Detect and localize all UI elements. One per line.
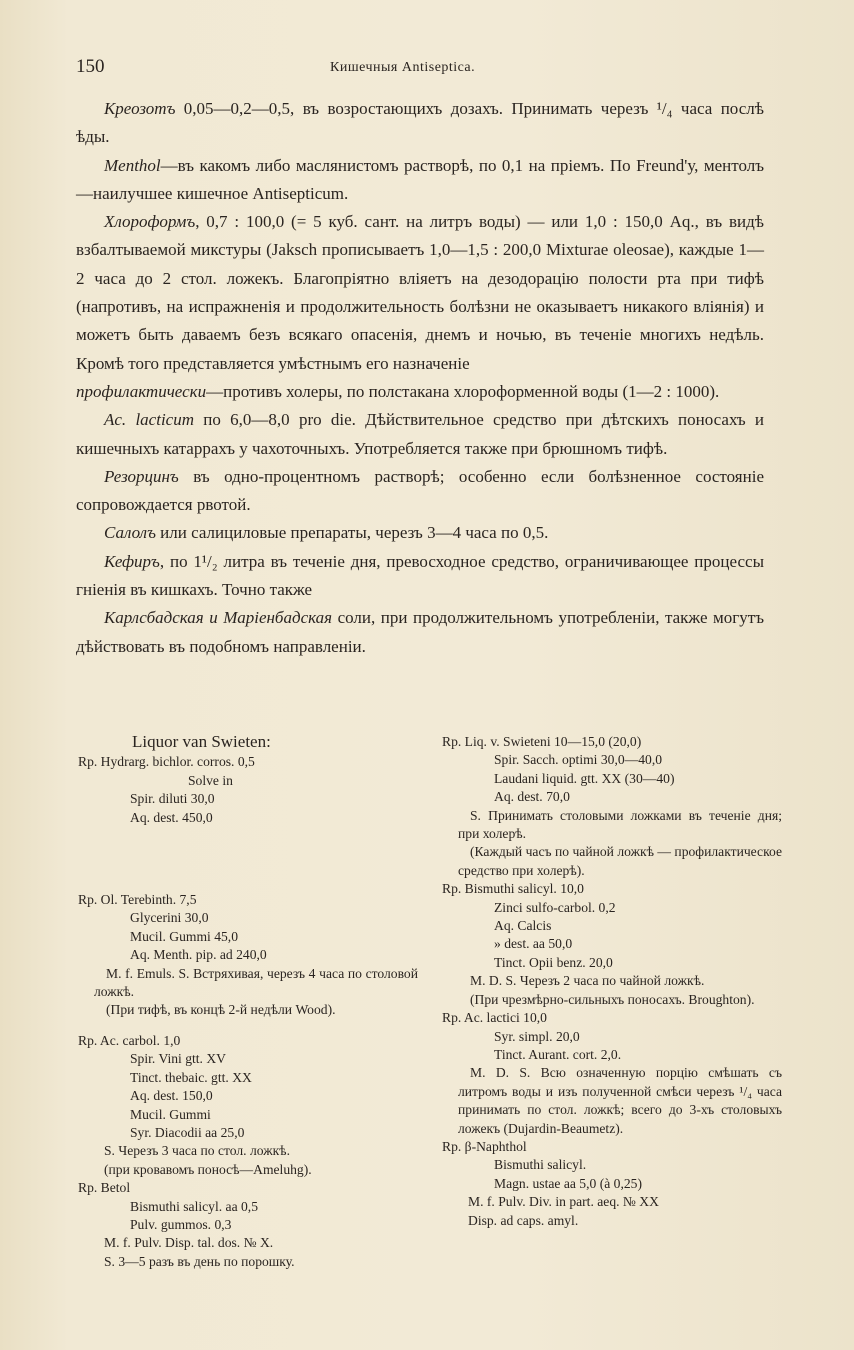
paragraph-lead: Хлороформъ (104, 212, 196, 232)
prescription-line: Rp. Liq. v. Swieteni 10—15,0 (20,0) (442, 734, 642, 749)
paragraph-lead: профилактически (76, 381, 207, 401)
prescription-line: Solve in (188, 772, 233, 788)
prescriptions-left-column (78, 733, 418, 1271)
paragraph-chloroform (76, 208, 764, 378)
prescription-line: Disp. ad caps. amyl. (468, 1212, 579, 1228)
prescription-line: (При чрезмѣрно-сильныхъ поносахъ. Broughton). (470, 991, 755, 1007)
paragraph-text: 0,05—0,2—0,5, въ возростающихъ дозахъ. Принимать черезъ ¹/₄ часа послѣ ѣды. (76, 99, 764, 147)
paragraph-creosote (76, 95, 764, 152)
prescription-line: Aq. dest. 450,0 (130, 809, 213, 825)
prescription-line: M. D. S. Черезъ 2 часа по чайной ложкѣ. (470, 973, 705, 989)
liquor-title: Liquor van Swieten: (132, 732, 271, 751)
paragraph-salol (76, 519, 764, 547)
paragraph-lead: Кефиръ (104, 551, 160, 571)
prescription-line: S. Черезъ 3 часа по стол. ложкѣ. (104, 1143, 290, 1159)
paragraph-text: —въ какомъ либо маслянистомъ растворѣ, по 0,1 на пріемъ. По Freund'у, ментолъ—наилучшее кишечное Antisepticum. (76, 155, 764, 203)
prescriptions-right-column (442, 733, 782, 1230)
prescription-line: Rp. Ac. carbol. 1,0 (78, 1032, 181, 1048)
paragraph-lead: Menthol (104, 155, 161, 175)
paragraph-lead: Салолъ (104, 523, 156, 543)
paragraph-lactic-acid (76, 406, 764, 463)
paragraph-text: , 0,7 : 100,0 (= 5 куб. сант. на литръ воды) — или 1,0 : 150,0 Aq., въ видѣ взбалтываемой микстуры (Jaksch прописываетъ 1,0—1,5 : 200,0 Mixturae oleosae), каждые 1—2 часа до 2 стол. ложекъ. Благопріятно вліяетъ на дезодорацію полости рта при тифѣ (напротивъ, на испражненія и продолжительность болѣзни не оказываетъ никакого вліянія) и можетъ быть даваемъ безъ всякаго опасенія, днемъ и ночью, въ теченіе многихъ недѣль. Кромѣ того представляется умѣстнымъ его назначеніе (76, 212, 764, 373)
prescription-line: Laudani liquid. gtt. XX (30—40) (494, 770, 675, 786)
prescription-line: Rp. β-Naphthol (442, 1138, 527, 1154)
prescription-line: Bismuthi salicyl. (494, 1157, 587, 1173)
prescription-line: Tinct. Aurant. cort. 2,0. (494, 1046, 622, 1062)
running-head (76, 56, 776, 80)
prescription-line: Rp. Betol (78, 1180, 131, 1196)
prescription-line: Spir. Vini gtt. XV (130, 1051, 226, 1067)
prescription-line: Aq. dest. 70,0 (494, 789, 570, 805)
prescription-line: M. D. S. Всю означенную порцію смѣшать съ литромъ воды и изъ полученной смѣси черезъ ¹/₄ часа принимать по стол. ложкѣ; всего до 3-хъ столовыхъ ложекъ (Dujardin-Beaumetz). (458, 1065, 782, 1136)
prescription-line: Tinct. Opii benz. 20,0 (494, 954, 613, 970)
prescription-gap (78, 1020, 418, 1032)
prescription-line: (Каждый часъ по чайной ложкѣ — профилактическое средство при холерѣ). (458, 844, 782, 878)
prescription-line: Tinct. thebaic. gtt. XX (130, 1069, 252, 1085)
prescription-line: Pulv. gummos. 0,3 (130, 1216, 232, 1232)
prescription-line: Spir. Sacch. optimi 30,0—40,0 (494, 752, 663, 768)
prescription-line: Mucil. Gummi 45,0 (130, 928, 238, 944)
prescription-line: Glycerini 30,0 (130, 910, 209, 926)
paragraph-lead: Креозотъ (104, 99, 176, 118)
prescription-line: Rp. Ol. Terebinth. 7,5 (78, 892, 197, 908)
prescription-line: Bismuthi salicyl. aa 0,5 (130, 1198, 258, 1214)
prescription-line: M. f. Pulv. Disp. tal. dos. № X. (104, 1235, 274, 1251)
prescription-line: » dest. aa 50,0 (494, 936, 573, 952)
paragraph-mineral-salts (76, 604, 764, 661)
paragraph-text: соли, при продолжительномъ употребленіи, также могутъ дѣйствовать въ подобномъ направленіи. (76, 608, 764, 656)
paragraph-text: по 6,0—8,0 pro die. Дѣйствительное средство при дѣтскихъ поносахъ и кишечныхъ катаррахъ у чахоточныхъ. Употребляется также при брюшномъ тифѣ. (76, 410, 764, 458)
prescription-line: S. Принимать столовыми ложками въ теченіе дня; при холерѣ. (458, 807, 782, 842)
paragraph-lead: Карлсбадская и Маріенбадская (104, 608, 333, 628)
prescription-line: Rp. Bismuthi salicyl. 10,0 (442, 881, 584, 897)
prescription-gap (78, 827, 418, 891)
paragraph-lead: Резорцинъ (104, 466, 179, 486)
prescription-line: Rp. Hydrarg. bichlor. corros. 0,5 (78, 754, 255, 770)
prescription-line: Rp. Ac. lactici 10,0 (442, 1010, 547, 1026)
paragraph-kefir (76, 548, 764, 605)
paragraph-text: или салициловые препараты, черезъ 3—4 часа по 0,5. (155, 523, 549, 543)
prescription-line: (при кровавомъ поносѣ—Ameluhg). (104, 1161, 312, 1177)
prescription-line: Mucil. Gummi (130, 1106, 211, 1122)
paragraph-menthol (76, 152, 764, 209)
prescription-line: Syr. Diacodii aa 25,0 (130, 1124, 245, 1140)
prescription-line: (При тифѣ, въ концѣ 2-й недѣли Wood). (106, 1002, 336, 1018)
main-text (76, 95, 764, 661)
running-title: Кишечныя Antiseptica. (330, 60, 476, 75)
prescriptions-section (0, 733, 854, 1293)
prescription-line: Magn. ustae aa 5,0 (à 0,25) (494, 1175, 642, 1191)
paragraph-lead: Ac. lacticum (104, 410, 194, 430)
prescription-line: M. f. Emuls. S. Встряхивая, черезъ 4 часа по столовой ложкѣ. (94, 965, 418, 1000)
prescription-line: M. f. Pulv. Div. in part. aeq. № XX (468, 1194, 659, 1210)
prescription-line: Aq. Menth. pip. ad 240,0 (130, 947, 267, 963)
prescription-line: Aq. Calcis (494, 918, 552, 934)
page-number: 150 (76, 56, 105, 77)
prescription-line: S. 3—5 разъ въ день по порошку. (104, 1253, 295, 1269)
paragraph-text: въ одно-процентномъ растворѣ; особенно если болѣзненное состояніе сопровождается рвотой. (76, 466, 764, 515)
paragraph-text: —противъ холеры, по полстакана хлороформенной воды (1—2 : 1000). (206, 381, 720, 401)
prescription-line: Zinci sulfo-carbol. 0,2 (494, 899, 616, 915)
prescription-line: Aq. dest. 150,0 (130, 1088, 213, 1104)
paragraph-prophylactic (76, 378, 764, 406)
prescription-line: Syr. simpl. 20,0 (494, 1028, 580, 1044)
paragraph-text: , по 1¹/₂ литра въ теченіе дня, превосходное средство, ограничивающее процессы гніенія въ кишкахъ. Точно также (76, 551, 764, 600)
paragraph-resorcin (76, 463, 764, 520)
prescription-line: Spir. diluti 30,0 (130, 791, 215, 807)
